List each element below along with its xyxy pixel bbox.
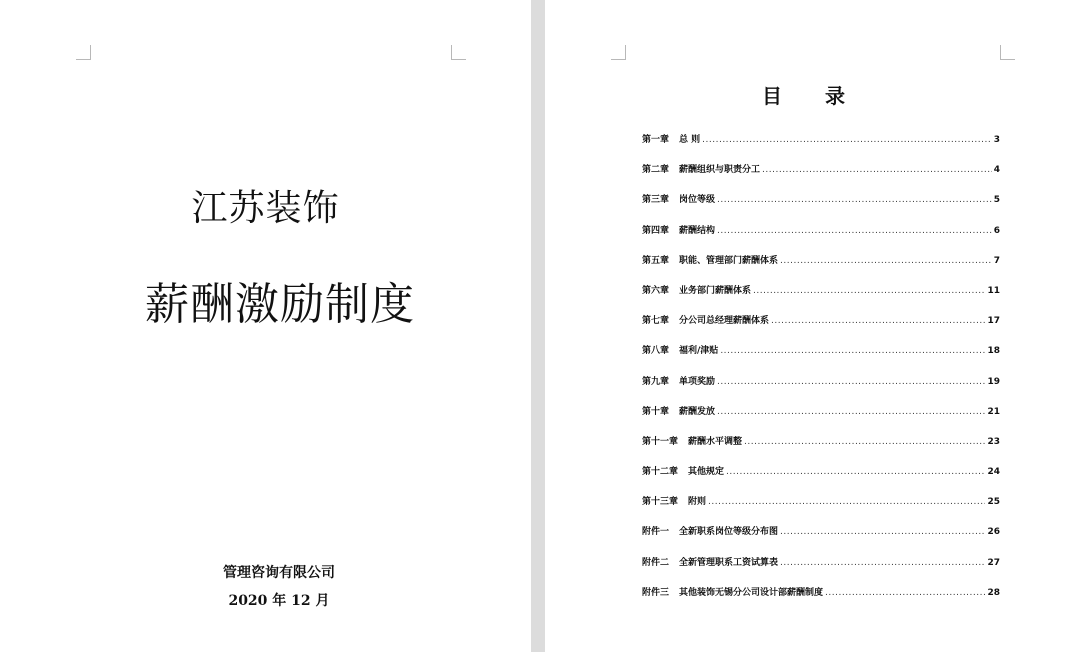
toc-entry-title: 其他装饰无锡分公司设计部薪酬制度 (679, 587, 824, 598)
cover-date: 2020 年 12 月 (228, 593, 330, 609)
toc-entry-page: 17 (987, 316, 1000, 327)
toc-leader-dots (825, 588, 985, 598)
toc-entry[interactable] (642, 313, 1000, 343)
toc-entry[interactable] (642, 162, 1000, 192)
toc-entry-title: 福利/津贴 (679, 346, 719, 357)
toc-entry[interactable] (642, 524, 1000, 554)
toc-entry-title: 薪酬水平调整 (688, 436, 743, 447)
toc-entry-title: 薪酬组织与职责分工 (679, 165, 761, 176)
toc-entry-title: 全新管理职系工资试算表 (679, 557, 779, 568)
toc-entry-title: 业务部门薪酬体系 (679, 285, 752, 296)
toc-entry-title: 其他规定 (688, 467, 725, 478)
toc-title: 目 录 (762, 84, 863, 108)
toc-entry-page: 4 (993, 165, 1000, 176)
toc-entry[interactable] (642, 434, 1000, 464)
toc-entry-number: 第九章 (642, 376, 670, 387)
toc-entry[interactable] (642, 192, 1000, 222)
toc-entry-number: 第五章 (642, 255, 670, 266)
toc-leader-dots (717, 377, 985, 387)
toc-entry-title: 岗位等级 (679, 195, 716, 206)
toc-entry-page: 3 (993, 135, 1000, 145)
toc-entry-title: 全新职系岗位等级分布图 (679, 527, 779, 538)
toc-leader-dots (780, 256, 992, 266)
toc-entry-title: 单项奖励 (679, 376, 716, 387)
toc-entry[interactable] (642, 343, 1000, 373)
crop-mark-top-left (76, 45, 91, 60)
toc-entry[interactable] (642, 585, 1000, 615)
toc-entry-page: 27 (987, 557, 1000, 568)
cover-company-name: 江苏装饰 (191, 188, 340, 229)
crop-mark-top-right (451, 45, 466, 60)
toc-entry-number: 第三章 (642, 195, 670, 206)
toc-entry-number: 第二章 (642, 165, 670, 176)
toc-entry-number: 附件三 (642, 587, 670, 598)
toc-entry-page: 28 (987, 587, 1000, 598)
toc-entry-page: 21 (987, 406, 1000, 417)
toc-entry-page: 5 (993, 195, 1000, 206)
toc-entry-page: 6 (993, 225, 1000, 236)
toc-entry-number: 第十二章 (642, 467, 679, 478)
page-gutter (531, 0, 545, 652)
toc-leader-dots (726, 467, 985, 477)
toc-leader-dots (771, 316, 985, 326)
toc-page (545, 0, 1080, 652)
toc-entry-number: 第六章 (642, 285, 670, 296)
toc-entry[interactable] (642, 555, 1000, 585)
toc-entry-page: 26 (987, 527, 1000, 538)
toc-entry-page: 24 (987, 467, 1000, 478)
toc-entry-title: 薪酬结构 (679, 225, 716, 236)
toc-leader-dots (780, 558, 985, 568)
crop-mark-top-left (611, 45, 626, 60)
toc-leader-dots (744, 437, 985, 447)
toc-leader-dots (717, 226, 992, 236)
toc-entry-number: 第十章 (642, 406, 670, 417)
toc-entry[interactable] (642, 253, 1000, 283)
cover-page (0, 0, 531, 652)
toc-leader-dots (717, 195, 992, 205)
toc-leader-dots (717, 407, 985, 417)
toc-entry-title: 薪酬发放 (679, 406, 716, 417)
toc-entry[interactable] (642, 283, 1000, 313)
toc-entry-number: 第七章 (642, 316, 670, 327)
toc-entry-number: 第四章 (642, 225, 670, 236)
cover-title: 薪酬激励制度 (145, 279, 415, 330)
toc-entry-number: 第十一章 (642, 436, 679, 447)
toc-entry-title: 总 则 (679, 135, 701, 145)
toc-entry[interactable] (642, 132, 1000, 162)
toc-leader-dots (702, 135, 992, 145)
toc-entry-page: 11 (987, 285, 1000, 296)
toc-entry-title: 附则 (688, 497, 707, 508)
toc-entry[interactable] (642, 223, 1000, 253)
cover-consultant: 管理咨询有限公司 (223, 565, 335, 581)
toc-entry-page: 7 (993, 255, 1000, 266)
toc-list (642, 132, 1000, 615)
toc-entry-number: 第一章 (642, 135, 670, 145)
toc-entry-number: 第十三章 (642, 497, 679, 508)
toc-entry[interactable] (642, 374, 1000, 404)
toc-entry-page: 18 (987, 346, 1000, 357)
crop-mark-top-right (1000, 45, 1015, 60)
toc-entry-page: 19 (987, 376, 1000, 387)
toc-entry-number: 第八章 (642, 346, 670, 357)
toc-entry-number: 附件二 (642, 557, 670, 568)
toc-entry[interactable] (642, 464, 1000, 494)
toc-entry-page: 23 (987, 436, 1000, 447)
toc-entry-page: 25 (987, 497, 1000, 508)
toc-entry-title: 分公司总经理薪酬体系 (679, 316, 770, 327)
toc-entry-number: 附件一 (642, 527, 670, 538)
toc-entry[interactable] (642, 494, 1000, 524)
toc-leader-dots (708, 497, 985, 507)
toc-leader-dots (720, 346, 985, 356)
toc-leader-dots (780, 527, 985, 537)
toc-leader-dots (762, 165, 992, 175)
toc-leader-dots (753, 286, 985, 296)
toc-entry[interactable] (642, 404, 1000, 434)
toc-entry-title: 职能、管理部门薪酬体系 (679, 255, 779, 266)
